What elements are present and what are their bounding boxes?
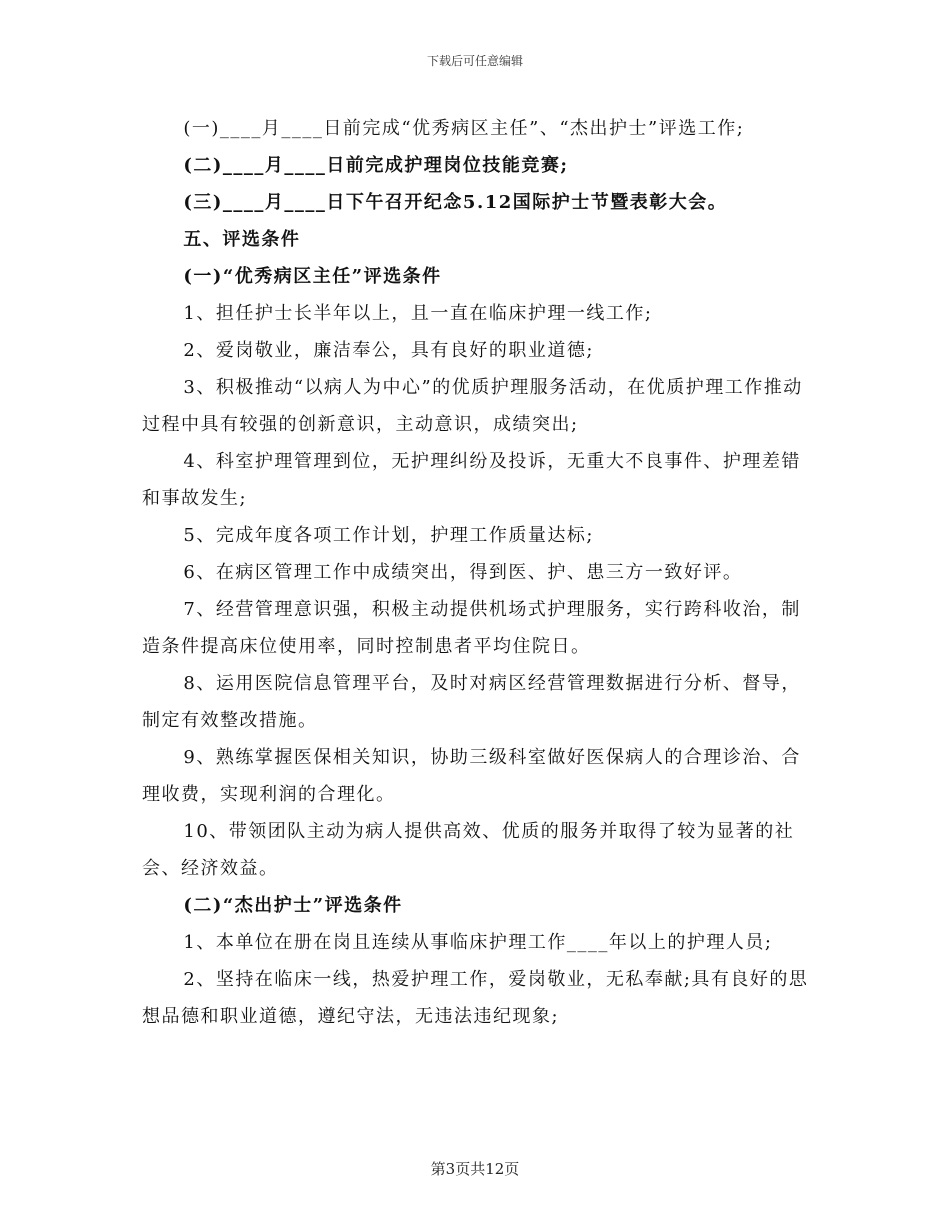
list-item: 2、坚持在临床一线，热爱护理工作，爱岗敬业，无私奉献;具有良好的思想品德和职业道德，遵纪守法，无违法违纪现象; (142, 969, 809, 1027)
list-item: 7、经营管理意识强，积极主动提供机场式护理服务，实行跨科收治，制造条件提高床位使用率，同时控制患者平均住院日。 (142, 599, 801, 657)
list-item: 8、运用医院信息管理平台，及时对病区经营管理数据进行分析、督导，制定有效整改措施。 (142, 673, 801, 731)
paragraph: (二)____月____日前完成护理岗位技能竞赛; (183, 155, 569, 176)
document-body (142, 110, 812, 1035)
list-item: 2、爱岗敬业，廉洁奉公，具有良好的职业道德; (183, 340, 594, 361)
list-item: 9、熟练掌握医保相关知识，协助三级科室做好医保病人的合理诊治、合理收费，实现利润的合理化。 (142, 747, 801, 805)
subsection-heading: (二)“杰出护士”评选条件 (183, 895, 403, 916)
list-item: 3、积极推动“以病人为中心”的优质护理服务活动，在优质护理工作推动过程中具有较强的创新意识，主动意识，成绩突出; (142, 377, 803, 435)
section-heading: 五、评选条件 (183, 229, 301, 250)
page-header: 下载后可任意编辑 (426, 54, 523, 68)
subsection-heading: (一)“优秀病区主任”评选条件 (183, 266, 442, 287)
list-item: 1、本单位在册在岗且连续从事临床护理工作____年以上的护理人员; (183, 932, 773, 953)
paragraph: (三)____月____日下午召开纪念5.12国际护士节暨表彰大会。 (183, 192, 728, 213)
page-footer: 第3页共12页 (430, 1160, 520, 1178)
list-item: 4、科室护理管理到位，无护理纠纷及投诉，无重大不良事件、护理差错和事故发生; (142, 451, 801, 509)
list-item: 1、担任护士长半年以上，且一直在临床护理一线工作; (183, 303, 653, 324)
paragraph: (一)____月____日前完成“优秀病区主任”、“杰出护士”评选工作; (183, 118, 745, 139)
list-item: 6、在病区管理工作中成绩突出，得到医、护、患三方一致好评。 (183, 562, 743, 583)
list-item: 5、完成年度各项工作计划，护理工作质量达标; (183, 525, 594, 546)
list-item: 10、带领团队主动为病人提供高效、优质的服务并取得了较为显著的社会、经济效益。 (142, 821, 795, 879)
